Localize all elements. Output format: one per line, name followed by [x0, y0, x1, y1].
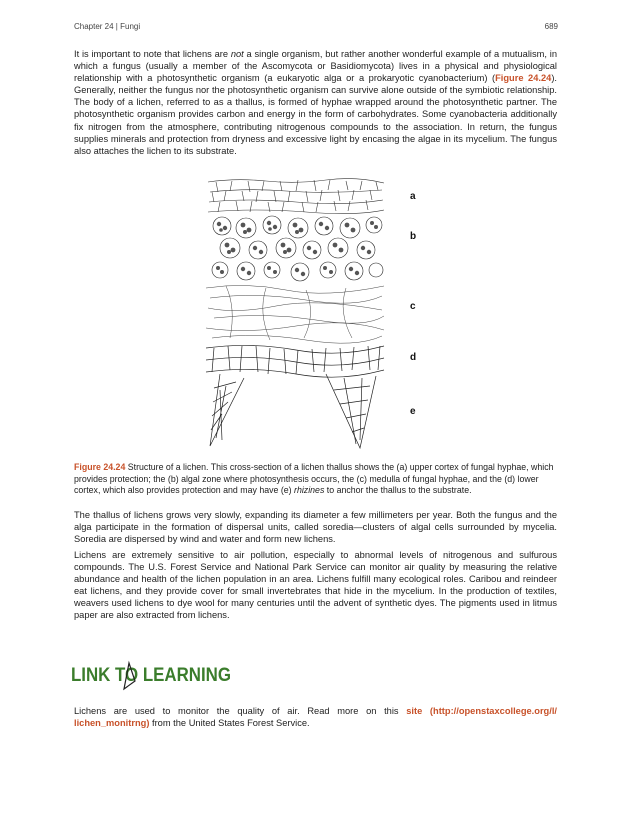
figure-label-d: d — [410, 352, 417, 363]
link-to-learning-text: Lichens are used to monitor the quality of air. Read more on this site (http://openstaxcollege.org/l/ lichen_monitrng) from the United States Forest Service. — [74, 706, 557, 729]
lichen-cross-section-illustration — [206, 178, 386, 454]
figure-label-c: c — [410, 301, 416, 312]
figure-24-24-link[interactable]: Figure 24.24 — [495, 73, 552, 84]
air-pollution-paragraph: Lichens are extremely sensitive to air pollution, especially to abnormal levels of nitrogenous and sulfurous compounds. The U.S. Forest Service and National Park Service can monitor air quality by measuring the relative abundance and health of the lichen population in an area. Lichens fulfill many ecological roles. Caribou and reindeer eat lichens, and they provide cover for small invertebrates that hide in the mycelium. In the production of textiles, weavers used lichens to dye wool for many centuries until the advent of synthetic dyes. The pigments used in litmus paper are also extracted from lichens. — [74, 550, 557, 621]
link-to-learning-logo — [69, 655, 239, 695]
figure-caption: Figure 24.24 Structure of a lichen. This cross-section of a lichen thallus shows the (a) upper cortex of fungal hyphae, which provides protection; the (b) algal zone where photosynthesis occurs, the (c) medulla of fungal hyphae, and the (d) lower cortex, which also provides protection and may have (e) rhizines to anchor the thallus to the substrate. — [74, 462, 554, 496]
figure-label-a: a — [410, 191, 416, 202]
forest-service-site-link[interactable]: site (http://openstaxcollege.org/l/ lichen_monitrng) — [74, 706, 557, 729]
figure-label-e: e — [410, 406, 416, 417]
intro-paragraph: It is important to note that lichens are not a single organism, but rather another wonderful example of a mutualism, in which a fungus (usually a member of the Ascomycota or Basidiomycota) lives in a physical and physiological relationship with a photosynthetic organism (a eukaryotic alga or a prokaryotic cyanobacterium) (Figure 24.24). Generally, neither the fungus nor the photosynthetic organism can survive alone outside of the symbiotic relationship. The body of a lichen, referred to as a thallus, is formed of hyphae wrapped around the photosynthetic partner. The photosynthetic organism provides carbon and energy in the form of carbohydrates. Some cyanobacteria additionally fix nitrogen from the atmosphere, contributing nitrogenous compounds to the association. In return, the fungus supplies minerals and protection from dryness and excessive light by encasing the algae in its mycelium. The fungus also attaches the lichen to its substrate. — [74, 49, 557, 156]
thallus-paragraph: The thallus of lichens grows very slowly, expanding its diameter a few millimeters per year. Both the fungus and the alga participate in the formation of dispersal units, called soredia—clusters of algal cells surrounded by mycelia. Soredia are dispersed by wind and water and form new lichens. — [74, 510, 557, 545]
figure-label-b: b — [410, 231, 417, 242]
page-number: 689 — [544, 22, 558, 31]
link-to-learning-logo-text: LINK TO LEARNING — [71, 665, 231, 686]
chapter-header: Chapter 24 | Fungi — [74, 22, 141, 31]
